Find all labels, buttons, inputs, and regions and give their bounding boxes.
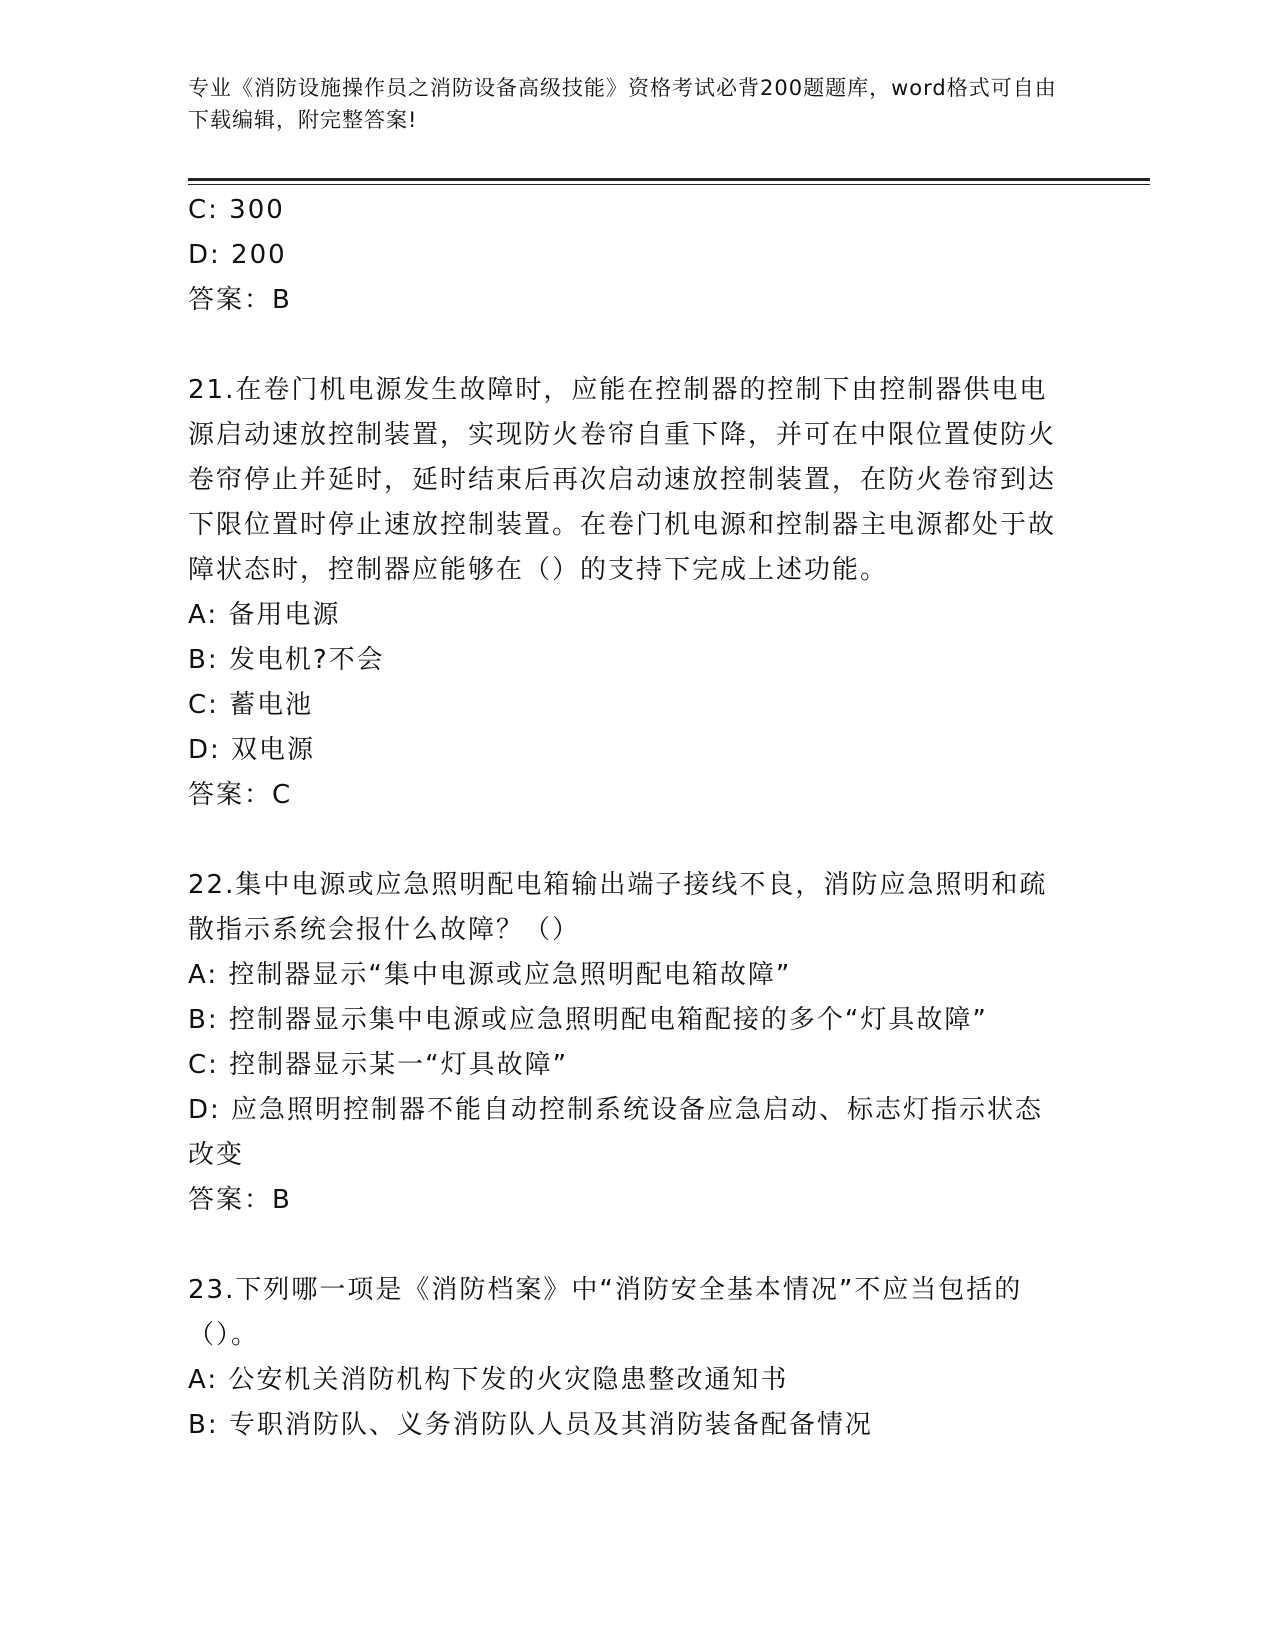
previous-question-tail xyxy=(188,188,1068,323)
option-d: D: 200 xyxy=(188,240,287,270)
option-b: B: 专职消防队、义务消防队人员及其消防装备配备情况 xyxy=(188,1410,873,1440)
option-a: A: 控制器显示“集中电源或应急照明配电箱故障” xyxy=(188,960,792,990)
document-header xyxy=(188,72,1068,136)
header-rule-thin xyxy=(188,184,1150,185)
question-stem: 21.在卷门机电源发生故障时，应能在控制器的控制下由控制器供电电源启动速放控制装置，实现防火卷帘自重下降，并可在中限位置使防火卷帘停止并延时，延时结束后再次启动速放控制装置，在防火卷帘到达下限位置时停止速放控制装置。在卷门机电源和控制器主电源都处于故障状态时，控制器应能够在（）的支持下完成上述功能。 xyxy=(188,375,1057,585)
question-21 xyxy=(188,368,1068,818)
answer-line: 答案：C xyxy=(188,780,293,810)
option-d: D: 双电源 xyxy=(188,735,316,765)
answer-line: 答案：B xyxy=(188,285,292,315)
question-22 xyxy=(188,863,1068,1223)
question-23 xyxy=(188,1268,1068,1448)
option-d: D: 应急照明控制器不能自动控制系统设备应急启动、标志灯指示状态改变 xyxy=(188,1095,1044,1170)
answer-line: 答案：B xyxy=(188,1185,292,1215)
option-c: C: 300 xyxy=(188,195,285,225)
option-c: C: 蓄电池 xyxy=(188,690,314,720)
header-rule-thick xyxy=(188,178,1150,181)
question-stem: 22.集中电源或应急照明配电箱输出端子接线不良，消防应急照明和疏散指示系统会报什么故障？（） xyxy=(188,870,1048,945)
option-b: B: 发电机?不会 xyxy=(188,645,385,675)
option-a: A: 备用电源 xyxy=(188,600,341,630)
option-a: A: 公安机关消防机构下发的火灾隐患整改通知书 xyxy=(188,1365,789,1395)
question-stem: 23.下列哪一项是《消防档案》中“消防安全基本情况”不应当包括的（）。 xyxy=(188,1275,1023,1350)
option-b: B: 控制器显示集中电源或应急照明配电箱配接的多个“灯具故障” xyxy=(188,1005,988,1035)
option-c: C: 控制器显示某一“灯具故障” xyxy=(188,1050,569,1080)
question-content xyxy=(188,188,1068,1448)
header-title: 专业《消防设施操作员之消防设备高级技能》资格考试必背200题题库，word格式可自由下载编辑，附完整答案! xyxy=(188,76,1057,132)
